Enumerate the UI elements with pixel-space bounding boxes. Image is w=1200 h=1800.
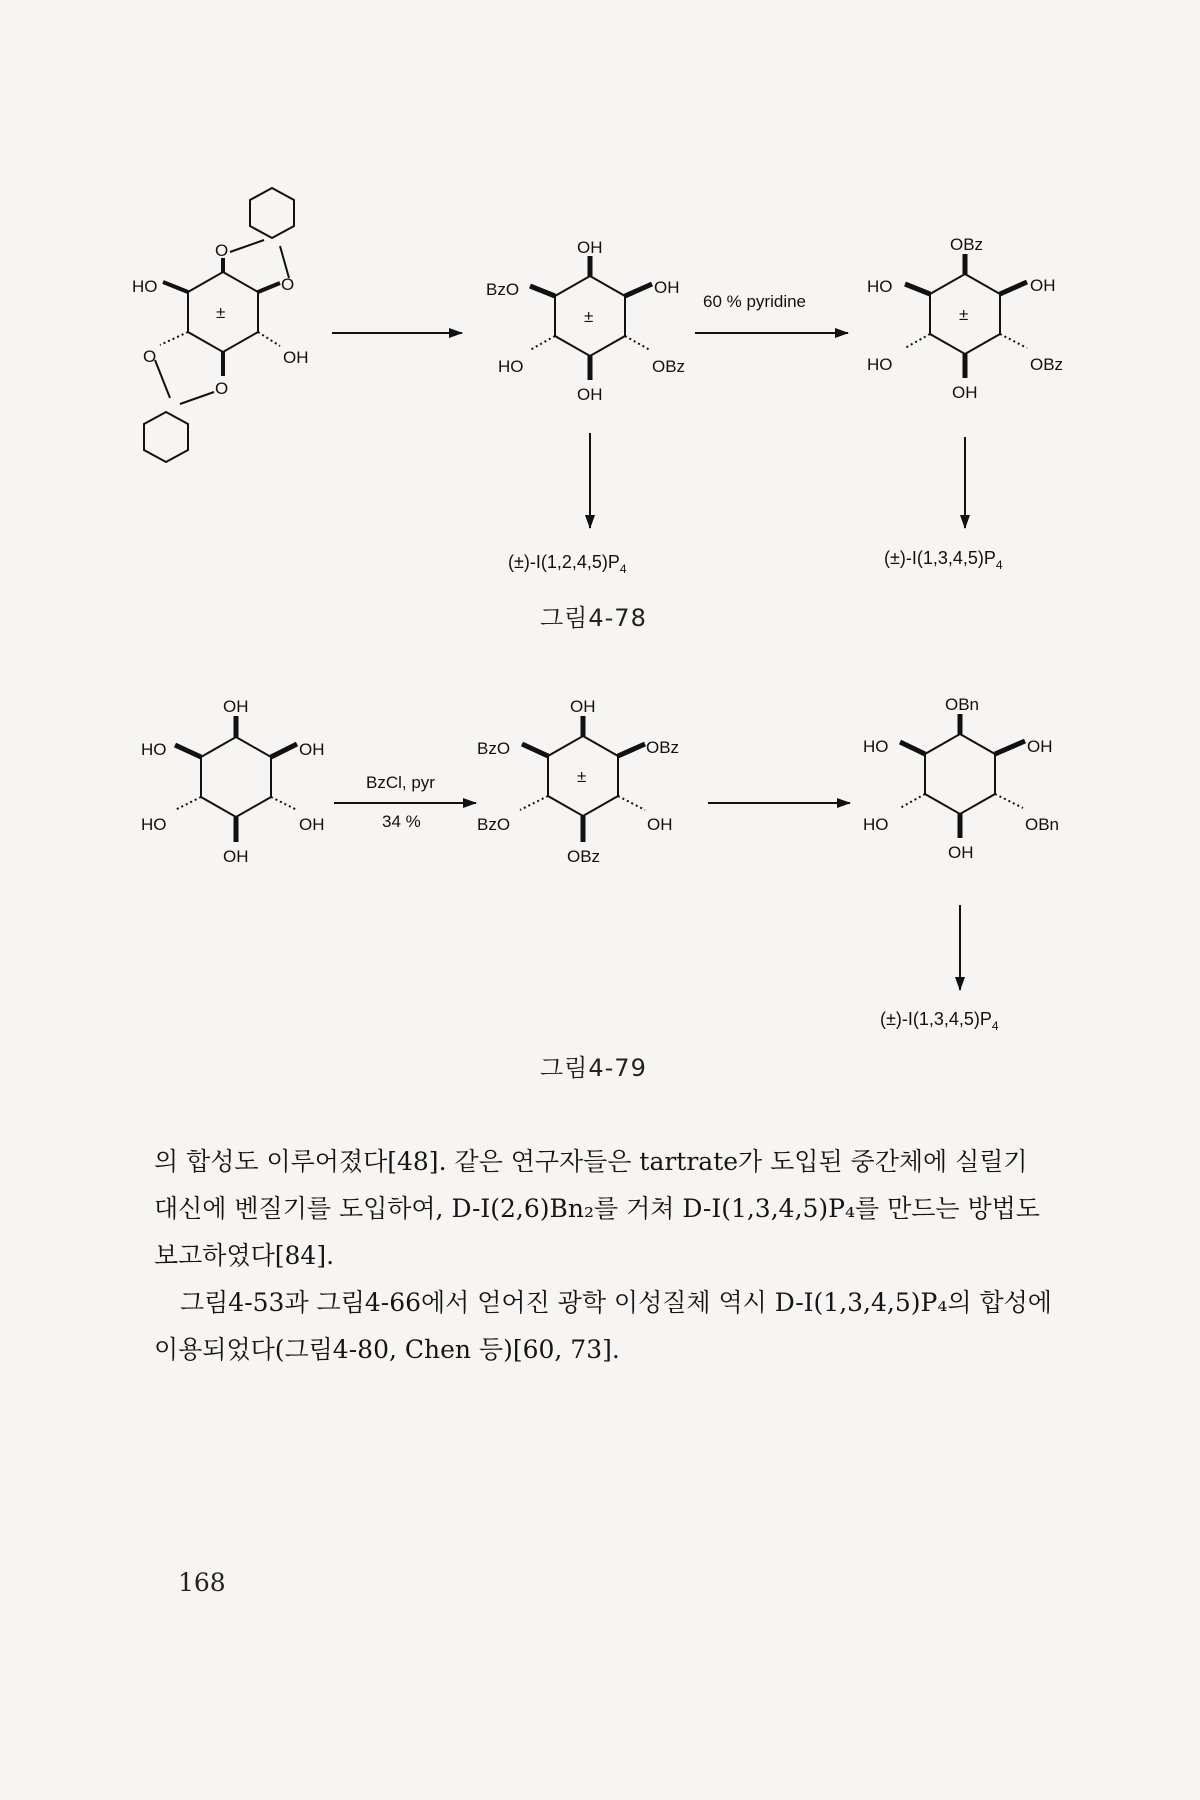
fig78-mid-pm-label: ± (584, 307, 594, 326)
fig79-mid-top-label: OH (570, 697, 596, 716)
fig78-start-o-top2: O (281, 275, 295, 294)
fig79-mid-bottom-label: OBz (567, 847, 601, 866)
fig79-start-bottom-label: OH (223, 847, 249, 866)
fig78-start-o-bot1: O (143, 347, 157, 366)
fig79-start-lower-right-label: OH (299, 815, 325, 834)
body-paragraph-2: 그림4-53과 그림4-66에서 얻어진 광학 이성질체 역시 D-I(1,3,4,5)P₄의 합성에 이용되었다(그림4-80, Chen 등)[60, 73]. (154, 1288, 1052, 1364)
fig79-yield-label: 34 % (382, 812, 421, 831)
fig79-right-upper-left-label: HO (863, 737, 889, 756)
fig79-start-lower-left-label: HO (141, 815, 167, 834)
fig79-start-molecule (141, 697, 325, 866)
fig78-start-pm-label: ± (216, 303, 226, 322)
fig78-mid-bottom-label: OH (577, 385, 603, 404)
fig79-caption: 그림4-79 (540, 1054, 647, 1082)
fig78-start-oh-label: OH (283, 348, 309, 367)
body-text (154, 1138, 1054, 1373)
fig78-caption: 그림4-78 (540, 604, 647, 632)
fig79-right-bottom-label: OH (948, 843, 974, 862)
fig78-mid-top-label: OH (577, 238, 603, 257)
fig79-mid-lower-right-label: OH (647, 815, 673, 834)
fig79-right-molecule (863, 695, 1059, 862)
fig78-right-upper-left-label: HO (867, 277, 893, 296)
fig79-start-upper-right-label: OH (299, 740, 325, 759)
fig78-product-right: $(\pm)-I(1,3,4,5)P_4$ (884, 548, 1003, 572)
fig79-mid-pm-label: ± (577, 767, 587, 786)
fig78-right-molecule (867, 235, 1063, 402)
body-paragraph-1: 의 합성도 이루어졌다[48]. 같은 연구자들은 tartrate가 도입된 중간체에 실릴기 대신에 벤질기를 도입하여, D-I(2,6)Bn₂를 거쳐 D-I(1,3,4,5)P₄를 만드는 방법도 보고하였다[84]. (154, 1147, 1040, 1270)
fig79-start-upper-left-label: HO (141, 740, 167, 759)
fig78-mid-lower-right-label: OBz (652, 357, 686, 376)
fig78-start-ho-label: HO (132, 277, 158, 296)
fig78-right-pm-label: ± (959, 305, 969, 324)
fig79-right-top-label: OBn (945, 695, 980, 714)
page-number: 168 (178, 1568, 226, 1597)
fig78-mid-lower-left-label: HO (498, 357, 524, 376)
fig78-right-lower-right-label: OBz (1030, 355, 1064, 374)
fig79-reagent-label: BzCl, pyr (366, 773, 435, 792)
fig79-start-top-label: OH (223, 697, 249, 716)
fig79-right-upper-right-label: OH (1027, 737, 1053, 756)
fig79-mid-upper-left-label: BzO (477, 739, 511, 758)
fig78-middle-molecule (486, 238, 685, 404)
fig79-right-lower-left-label: HO (863, 815, 889, 834)
fig78-right-lower-left-label: HO (867, 355, 893, 374)
fig79-middle-molecule (477, 697, 679, 866)
fig78-start-o-top1: O (215, 241, 229, 260)
fig79-mid-upper-right-label: OBz (646, 738, 680, 757)
fig78-product-left: $(\pm)-I(1,2,4,5)P_4$ (508, 552, 627, 576)
fig78-mid-upper-right-label: OH (654, 278, 680, 297)
fig79-mid-lower-left-label: BzO (477, 815, 511, 834)
fig79-product: $(\pm)-I(1,3,4,5)P_4$ (880, 1009, 999, 1033)
fig78-right-top-label: OBz (950, 235, 984, 254)
fig78-right-upper-right-label: OH (1030, 276, 1056, 295)
fig78-start-molecule (132, 188, 309, 462)
fig78-reagent-label: 60 % pyridine (703, 292, 807, 311)
fig78-right-bottom-label: OH (952, 383, 978, 402)
fig78-mid-upper-left-label: BzO (486, 280, 520, 299)
fig78-start-o-bot2: O (215, 379, 229, 398)
fig79-right-lower-right-label: OBn (1025, 815, 1060, 834)
